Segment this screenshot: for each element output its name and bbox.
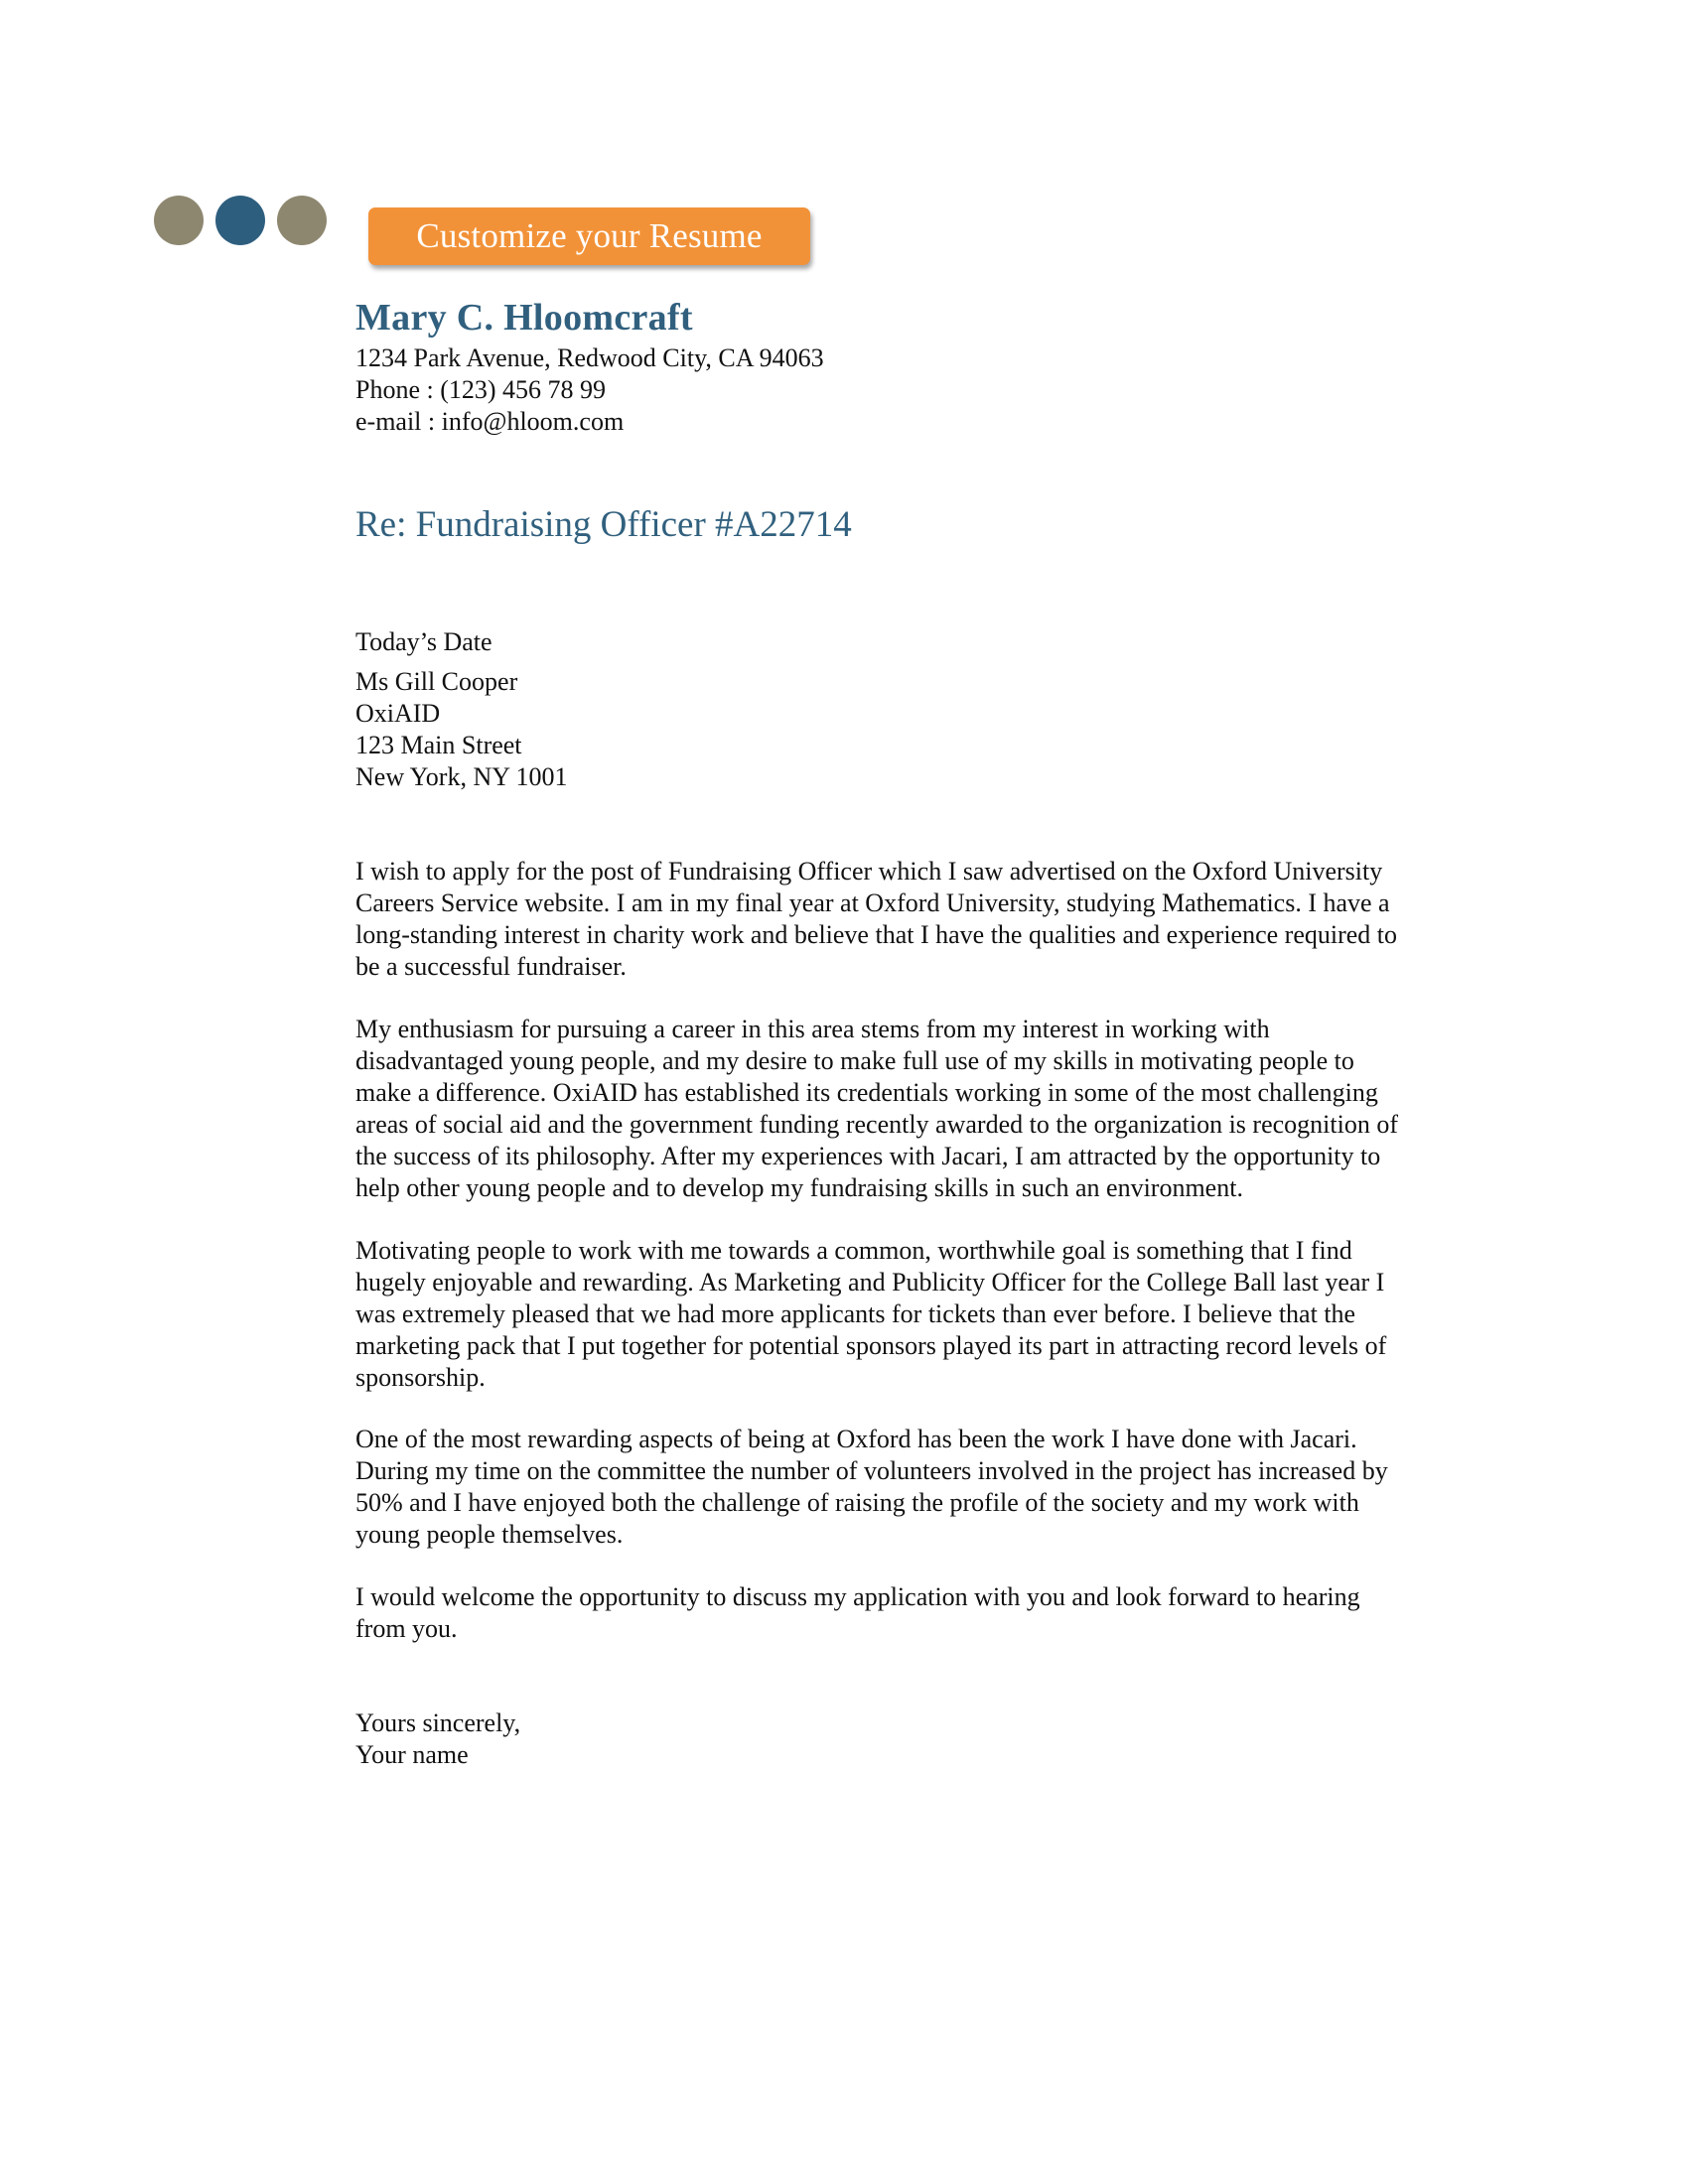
body-paragraph-4 [355, 1424, 1477, 1551]
paragraph-line: the success of its philosophy. After my experiences with Jacari, I am attracted by the opportunity to [355, 1142, 1381, 1170]
paragraph-line: hugely enjoyable and rewarding. As Marketing and Publicity Officer for the College Ball last year I [355, 1268, 1385, 1297]
body-paragraph-2 [355, 1014, 1477, 1204]
paragraph-line: disadvantaged young people, and my desire to make full use of my skills in motivating people to [355, 1046, 1354, 1075]
paragraph-line: One of the most rewarding aspects of being at Oxford has been the work I have done with Jacari. [355, 1425, 1357, 1453]
subject-line: Re: Fundraising Officer #A22714 [355, 504, 852, 545]
recipient-city: New York, NY 1001 [355, 762, 568, 791]
paragraph-line: sponsorship. [355, 1363, 486, 1392]
paragraph-line: help other young people and to develop my fundraising skills in such an environment. [355, 1173, 1243, 1202]
closing-salutation: Yours sincerely, [355, 1708, 521, 1737]
body-paragraph-3 [355, 1235, 1477, 1394]
paragraph-line: My enthusiasm for pursuing a career in this area stems from my interest in working with [355, 1015, 1270, 1043]
paragraph-line: 50% and I have enjoyed both the challenge of raising the profile of the society and my work with [355, 1488, 1359, 1517]
dot-olive-right [277, 196, 327, 245]
letter-date: Today’s Date [355, 627, 492, 656]
paragraph-line: be a successful fundraiser. [355, 952, 627, 981]
paragraph-line: make a difference. OxiAID has established its credentials working in some of the most challenging [355, 1078, 1378, 1107]
paragraph-line: was extremely pleased that we had more applicants for tickets than ever before. I believe that the [355, 1299, 1356, 1328]
paragraph-line: long-standing interest in charity work and believe that I have the qualities and experience required to [355, 920, 1398, 949]
paragraph-line: During my time on the committee the number of volunteers involved in the project has increased by [355, 1456, 1388, 1485]
sender-address: 1234 Park Avenue, Redwood City, CA 94063 [355, 343, 824, 372]
paragraph-line: areas of social aid and the government funding recently awarded to the organization is recognition of [355, 1110, 1398, 1139]
customize-resume-button[interactable]: Customize your Resume [368, 207, 810, 265]
paragraph-line: young people themselves. [355, 1520, 624, 1549]
recipient-street: 123 Main Street [355, 731, 522, 759]
paragraph-line: I would welcome the opportunity to discuss my application with you and look forward to hearing [355, 1582, 1360, 1611]
paragraph-line: marketing pack that I put together for potential sponsors played its part in attracting record levels of [355, 1331, 1387, 1360]
paragraph-line: I wish to apply for the post of Fundraising Officer which I saw advertised on the Oxford University [355, 857, 1383, 886]
sender-name: Mary C. Hloomcraft [355, 297, 693, 339]
body-paragraph-5 [355, 1581, 1477, 1645]
paragraph-line: from you. [355, 1614, 458, 1643]
dot-olive-left [154, 196, 204, 245]
sender-phone: Phone : (123) 456 78 99 [355, 375, 607, 404]
sender-email: e-mail : info@hloom.com [355, 407, 625, 436]
paragraph-line: Motivating people to work with me towards a common, worthwhile goal is something that I find [355, 1236, 1352, 1265]
dot-blue-middle [215, 196, 265, 245]
paragraph-line: Careers Service website. I am in my final year at Oxford University, studying Mathematics. I have a [355, 888, 1390, 917]
recipient-name: Ms Gill Cooper [355, 667, 518, 696]
recipient-company: OxiAID [355, 699, 441, 728]
body-paragraph-1 [355, 856, 1477, 983]
decorative-dots [154, 196, 327, 245]
signature-name: Your name [355, 1740, 469, 1769]
